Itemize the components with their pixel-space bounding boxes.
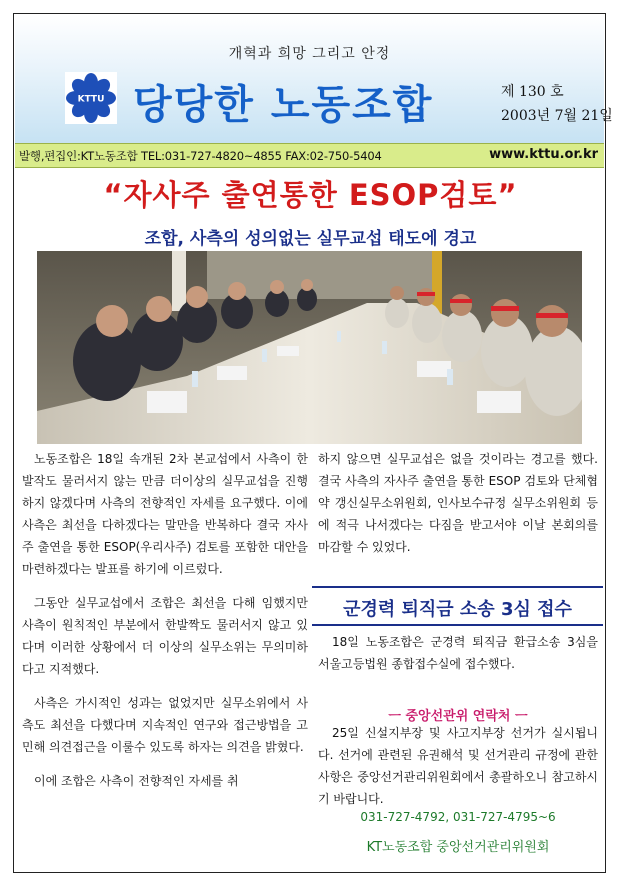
website-link[interactable]: www.kttu.or.kr — [489, 147, 598, 162]
notice-text: 25일 신설지부장 및 사고지부장 선거가 실시됩니다. 선거에 관련된 유권해석 및 선거관리 규정에 관한 사항은 중앙선거관리위원회에서 총괄하오니 참고하시기 바랍니다. — [318, 726, 598, 806]
sidebar-article-header — [312, 586, 603, 626]
publisher-info-bar — [15, 143, 604, 168]
meeting-photo — [37, 251, 582, 444]
sidebar-article-title: 군경력 퇴직금 소송 3심 접수 — [343, 599, 572, 620]
notice-title: ㅡ 중앙선관위 연락처 ㅡ — [388, 709, 528, 724]
kttu-logo-icon — [65, 72, 117, 124]
main-subheadline: 조합, 사측의 성의없는 실무교섭 태도에 경고 — [144, 229, 477, 249]
issue-date: 2003년 7월 21일 — [501, 108, 613, 124]
masthead-tagline: 개혁과 희망 그리고 안정 — [228, 46, 391, 62]
article-right-column — [318, 448, 598, 570]
notice-signoff: KT노동조합 중앙선거관리위원회 — [366, 840, 550, 855]
sidebar-article-body — [318, 631, 598, 675]
issue-number: 제 130 호 — [501, 84, 564, 100]
publisher-contact: 발행,편집인:KT노동조합 TEL:031-727-4820~4855 FAX:02-750-5404 — [19, 149, 382, 163]
notice-body — [318, 722, 598, 810]
article-paragraph: 하지 않으면 실무교섭은 없을 것이라는 경고를 했다. 결국 사측의 자사주 출연을 통한 ESOP 검토와 단체협약 갱신실무소위원회, 인사보수규정 실무소위원회 등에 적극 나서겠다는 다짐을 받고서야 이날 본회의를 마감할 수 있었다. — [318, 452, 598, 554]
article-paragraph: 그동안 실무교섭에서 조합은 최선을 다해 임했지만 사측이 원칙적인 부분에서 한발짝도 물러서지 않고 있다며 이러한 상황에서 더 이상의 실무소위는 무의미하다고 지적했다. — [22, 596, 308, 676]
main-headline: “자사주 출연통한 ESOP검토” — [103, 178, 518, 212]
newsletter-title: 당당한 노동조합 — [133, 82, 434, 128]
article-paragraph: 이에 조합은 사측이 전향적인 자세를 취 — [34, 774, 239, 788]
article-left-column — [22, 448, 308, 804]
sidebar-article-text: 18일 노동조합은 군경력 퇴직금 환급소송 3심을 서울고등법원 종합접수실에 접수했다. — [318, 635, 598, 671]
article-paragraph: 노동조합은 18일 속개된 2차 본교섭에서 사측이 한발작도 물러서지 않는 만큼 더이상의 실무교섭을 진행하지 않겠다며 사측의 전향적인 자세를 요구했다. 이에 사측은 최선을 다하겠다는 말만을 반복하다 결국 자사주 출연을 통한 ESOP(우리사주) 검토를 포함한 대안을 마련하겠다는 발표를 하기에 이르렀다. — [22, 452, 308, 576]
article-paragraph: 사측은 가시적인 성과는 없었지만 실무소위에서 사측도 최선을 다했다며 지속적인 연구와 접근방법을 고민해 의견접근을 이룰수 있도록 하자는 의견을 밝혔다. — [22, 696, 308, 754]
masthead — [15, 15, 613, 143]
logo-text: KTTU — [77, 94, 105, 105]
contact-phones: 031-727-4792, 031-727-4795~6 — [360, 810, 556, 824]
